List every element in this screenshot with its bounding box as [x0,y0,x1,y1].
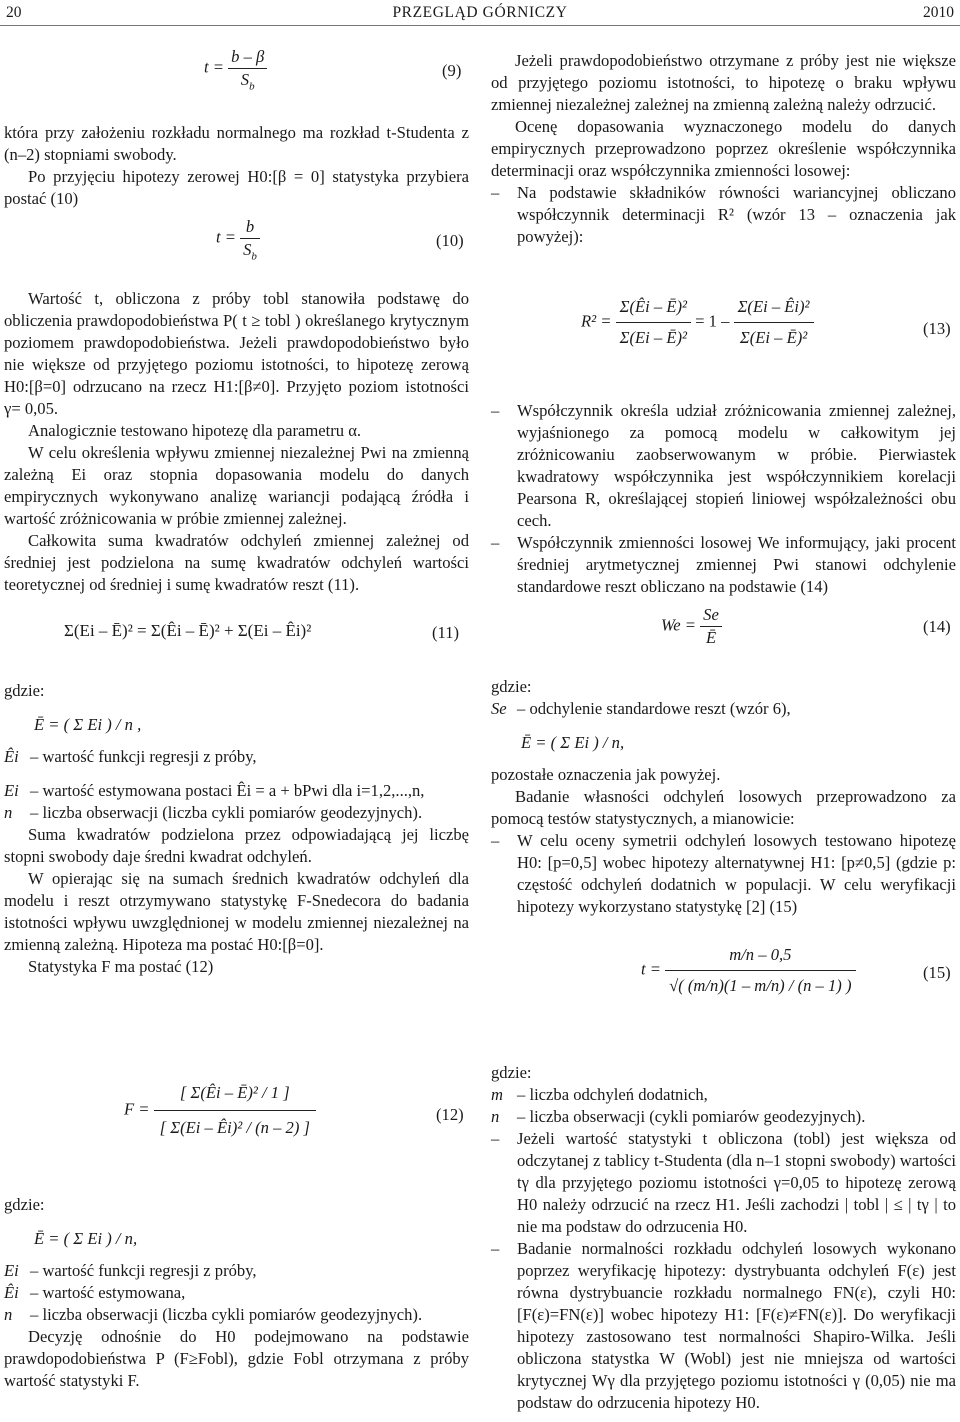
equation-11: Σ(Ei – Ē)² = Σ(Êi – Ē)² + Σ(Ei – Êi)² [64,621,312,640]
equation-number: (11) [432,623,460,642]
equation-number: (15) [923,963,951,982]
ebar-formula: Ē = ( Σ Ei ) / n , [34,715,142,734]
equation-13: R² = $\frac{\text{Σ(Êi – Ē)²}}{\text{Σ(Ei – Ē)²}}$ = 1 – $\frac{\text{Σ(Ei – Êi)²}}{\text{Σ(Ei – Ē)²}}$ [581,292,814,353]
definitions: gdzie: Ē = ( Σ Ei ) / n, Ei – wartość funkcji regresji z próby, Êi – wartość estymowana, n – liczba obserwacji (liczba cykli pomiarów geodezyjnych). Decyzję odnośnie do H0 podejmowano na podstawie prawdopodobieństwa P (F≥Fobl), gdzie Fobl otrzymana z próby wartość statystyki F. [4,1195,469,1390]
paragraph: która przy założeniu rozkładu normalnego ma rozkład t-Studenta z (n–2) stopniami swobody. Po przyjęciu hipotezy zerowej H0:[β = 0] statystyka przybiera postać (10) [4,123,469,208]
equation-number: (13) [923,319,951,338]
year: 2010 [923,4,954,21]
journal-title: PRZEGLĄD GÓRNICZY [392,4,568,21]
equation-9: t = $\frac{b - \beta}{S_b}$ [204,46,267,91]
paragraph: Wartość t, obliczona z próby tobl stanowiła podstawę do obliczenia prawdopodobieństwa P( t ≥ tobl ) określanego krytycznym poziomem prawdopodobieństwa. Jeżeli prawdopodobieństwo było nie większe od przyjętego poziomu istotności, to hipotezę zerową H0:[β=0] odrzucano na rzecz H1:[β≠0]. Przyjęto poziom istotności γ= 0,05. Analogicznie testowano hipotezę dla parametru α. W celu określenia wpływu zmiennej niezależnej Pwi na zmienną zależną Ei oraz stopnia dopasowania modelu do danych empirycznych wykonywano analizę wariancji podającą źródła i wartość zróżnicowania w próbie zmiennej zależnej. Całkowita suma kwadratów odchyleń zmiennej zależnej od średniej jest podzielona na sumę kwadratów odchyleń wartości teoretycznej od średniej i sumę kwadratów reszt (11). [4,289,469,594]
equation-number: (9) [442,61,462,80]
paragraph: Jeżeli prawdopodobieństwo otrzymane z próby jest nie większe od przyjętego poziomu istotności, to hipotezę o braku wpływu zmiennej niezależnej zależnej na zmienną zależną należy odrzucić. Ocenę dopasowania wyznaczonego modelu do danych empirycznych przeprowadzono poprzez określenie współczynnika determinacji oraz współczynnika zmienności losowej: – Na podstawie składników równości wariancyjnej obliczano współczynnik determinacji R² (wzór 13 – oznaczenia jak powyżej): [491,51,956,246]
page-number: 20 [6,4,22,21]
ebar-formula: Ē = ( Σ Ei ) / n, [34,1229,138,1248]
equation-number: (14) [923,617,951,636]
definitions: gdzie: m – liczba odchyleń dodatnich, n – liczba obserwacji (cykli pomiarów geodezyjnych). – Jeżeli wartość statystyki t obliczona (tobl) jest większa od odczytanej z tablicy t-Studenta (dla n–1 stopni swobody) wartości tγ dla przyjętego poziomu istotności γ=0,05 to hipotezę zerową H0 należy odrzucić na rzecz H1. Jeśli zachodzi | tobl | ≤ | tγ | to nie ma podstaw do odrzucenia H0. – Badanie normalności rozkładu odchyleń losowych wykonano poprzez weryfikację hipotezy: dystrybuanta odchyleń F(ε) jest równa dystrybuancie rozkładu normalnego FN(ε), czyli H0: [F(ε)=FN(ε)] wobec hipotezy H1: [F(ε)≠FN(ε)]. Do weryfikacji hipotezy zastosowano test normalności Shapiro-Wilka. Jeśli obliczona statystka W (Wobl) jest nie mniejsza od wartości krytycznej Wγ dla przyjętego poziomu istotności γ (0,05) nie ma podstaw do odrzucenia hipotezy H0. [491,1063,956,1412]
right-column [491,0,956,1422]
equation-number: (12) [436,1105,464,1124]
definitions: gdzie: Se – odchylenie standardowe reszt (wzór 6), Ē = ( Σ Ei ) / n, pozostałe oznaczenia jak powyżej. Badanie własności odchyleń losowych przeprowadzono za pomocą testów statystycznych, a mianowicie: – W celu oceny symetrii odchyleń losowych testowano hipotezę H0: [p=0,5] wobec hipotezy alternatywnej H1: [p≠0,5] (gdzie p: częstość odchyleń dodatnich w populacji. W celu weryfikacji hipotezy wykorzystano statystykę [2] (15) [491,677,956,916]
paragraph: – Współczynnik określa udział zróżnicowania zmiennej zależnej, wyjaśnionego za pomocą modelu w całkowitym jej zróżnicowaniu zaobserwowanym w próbie. Pierwiastek kwadratowy współczynnika jest współczynnikiem korelacji Pearsona R, określającej stopień liniowej współzależności obu cech. – Współczynnik zmienności losowej We informujący, jaki procent średniej arytmetycznej zmiennej Pwi stanowi odchylenie standardowe reszt obliczano na podstawie (14) [491,401,956,596]
equation-10: t = $\frac{b}{S_b}$ [216,216,260,261]
equation-15: t = $\frac{m/n - 0,5}{√( (m/n)(1 - m/n) / (n - 1) )}$ [641,940,856,1001]
equation-12: F = $\frac{\text{[ Σ(Êi – Ē)² / 1 ]}}{\text{[ Σ(Ei – Êi)² / (n – 2) ]}}$ [124,1076,316,1145]
equation-number: (10) [436,231,464,250]
definitions: gdzie: Ē = ( Σ Ei ) / n , Êi – wartość funkcji regresji z próby, Ei – wartość estymowana postaci Êi = a + bPwi dla i=1,2,...,n, n – liczba obserwacji (liczba cykli pomiarów geodezyjnych). Suma kwadratów podzielona przez odpowiadającą jej liczbę stopni swobody daje średni kwadrat odchyleń. W opierając się na sumach średnich kwadratów odchyleń dla modelu i reszt otrzymywano statystykę F-Snedecora do badania istotności wpływu uwzględnionej w modelu zmiennej niezależnej na zmienną zależną. Hipoteza ma postać H0:[β=0]. Statystyka F ma postać (12) [4,681,469,976]
ebar-formula: Ē = ( Σ Ei ) / n, [521,733,625,752]
equation-14: We = $\frac{Se}{Ē}$ [661,604,722,649]
left-column [4,0,469,1422]
